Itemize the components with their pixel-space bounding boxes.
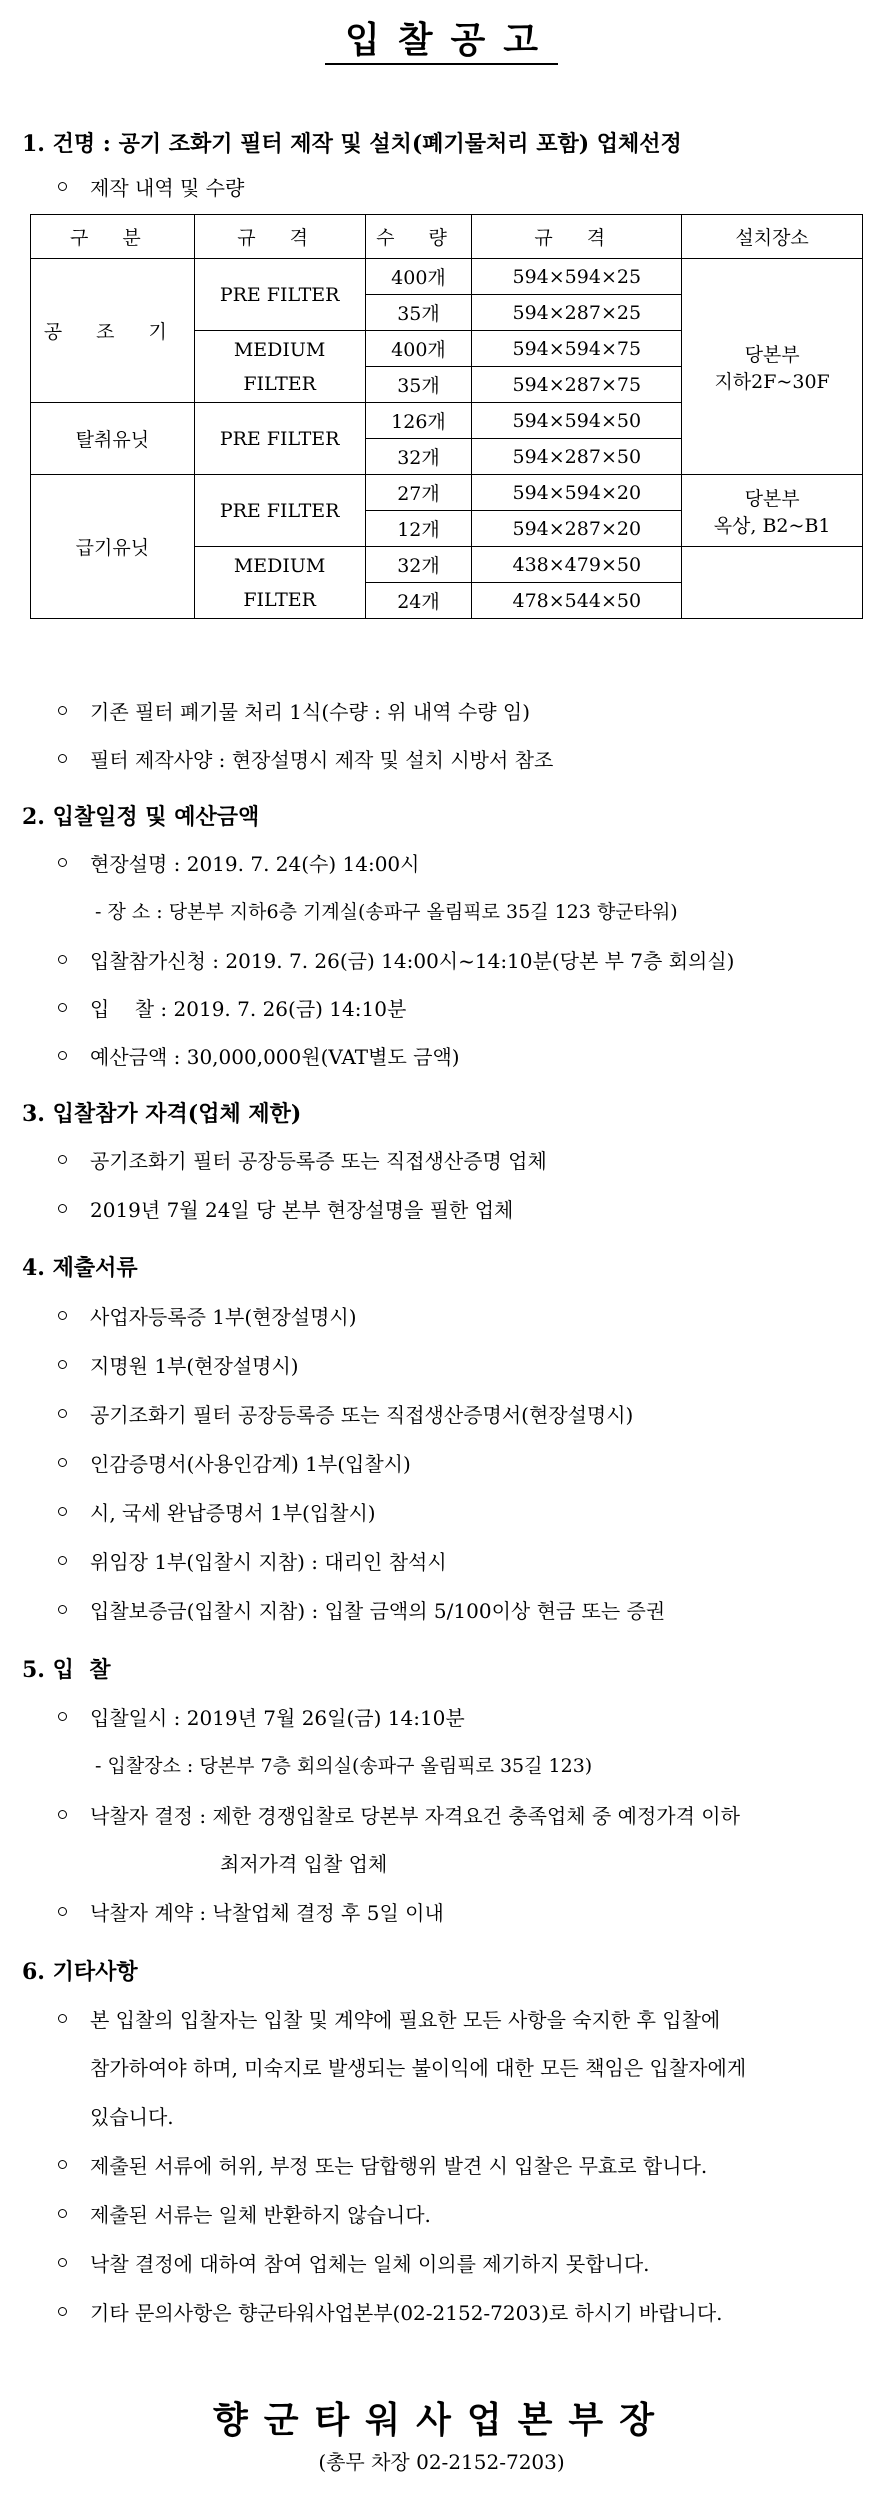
- filter-type: MEDIUM FILTER: [194, 547, 365, 619]
- bid-place: - 입찰장소 : 당본부 7층 회의실(송파구 올림픽로 35길 123): [95, 1755, 593, 1777]
- bullet-other: 기타 문의사항은 향군타워사업본부(02-2152-7203)로 하시기 바랍니다.: [58, 2297, 723, 2326]
- location-line: 당본부: [744, 343, 800, 366]
- bullet-other: 제출된 서류에 허위, 부정 또는 담합행위 발견 시 입찰은 무효로 합니다.: [58, 2150, 707, 2179]
- filter-type: MEDIUM FILTER: [194, 331, 365, 403]
- bullet-bid-date: 입찰일시 : 2019년 7월 26일(금) 14:10분: [58, 1702, 465, 1731]
- bullet-items-label: 제작 내역 및 수량: [58, 172, 244, 201]
- quantity-cell: 27개: [365, 475, 472, 511]
- location-line: 지하2F~30F: [714, 370, 830, 393]
- header-size: 규 격: [472, 215, 682, 259]
- bullet-site-visit: 현장설명 : 2019. 7. 24(수) 14:00시: [58, 848, 419, 877]
- contact-info: (총무 차장 02-2152-7203): [318, 2450, 565, 2474]
- header-category: 구 분: [31, 215, 195, 259]
- filter-type: PRE FILTER: [194, 259, 365, 331]
- group-name: 탈취유닛: [31, 403, 195, 475]
- header-quantity: 수 량: [365, 215, 472, 259]
- group-name: 급기유닛: [31, 475, 195, 619]
- bullet-other: 낙찰 결정에 대하여 참여 업체는 일체 이의를 제기하지 못합니다.: [58, 2248, 650, 2277]
- filter-type: PRE FILTER: [194, 475, 365, 547]
- site-visit-place: - 장 소 : 당본부 지하6층 기계실(송파구 올림픽로 35길 123 향군타워): [95, 901, 678, 923]
- bullet-document: 위임장 1부(입찰시 지참) : 대리인 참석시: [58, 1546, 447, 1575]
- quantity-cell: 35개: [365, 295, 472, 331]
- section-5-heading: 5. 입 찰: [22, 1657, 111, 1683]
- size-cell: 594×594×75: [472, 331, 682, 367]
- location-line: 옥상, B2~B1: [713, 514, 831, 537]
- header-filter-type: 규 격: [194, 215, 365, 259]
- bullet-qualification: 2019년 7월 24일 당 본부 현장설명을 필한 업체: [58, 1194, 513, 1223]
- bullet-bid: 입 찰 : 2019. 7. 26(금) 14:10분: [58, 993, 406, 1022]
- section-4-heading: 4. 제출서류: [22, 1255, 138, 1281]
- bullet-other: 제출된 서류는 일체 반환하지 않습니다.: [58, 2199, 431, 2228]
- header-location: 설치장소: [682, 215, 863, 259]
- quantity-cell: 400개: [365, 331, 472, 367]
- bullet-document: 입찰보증금(입찰시 지참) : 입찰 금액의 5/100이상 현금 또는 증권: [58, 1595, 665, 1624]
- bullet-document: 사업자등록증 1부(현장설명시): [58, 1301, 357, 1330]
- location-cell: [682, 259, 863, 475]
- bullet-document: 공기조화기 필터 공장등록증 또는 직접생산증명서(현장설명시): [58, 1399, 633, 1428]
- table-header-row: [31, 215, 863, 259]
- document-title: 입찰공고: [0, 12, 883, 63]
- size-cell: 594×594×50: [472, 403, 682, 439]
- size-cell: 594×287×75: [472, 367, 682, 403]
- quantity-cell: 126개: [365, 403, 472, 439]
- quantity-cell: 32개: [365, 547, 472, 583]
- quantity-cell: 32개: [365, 439, 472, 475]
- organization-name: 향군타워사업본부장: [213, 2399, 670, 2441]
- winner-continuation: 최저가격 입찰 업체: [220, 1852, 388, 1876]
- size-cell: 594×287×20: [472, 511, 682, 547]
- bullet-note: 기존 필터 폐기물 처리 1식(수량 : 위 내역 수량 임): [58, 696, 530, 725]
- location-cell: [682, 475, 863, 547]
- location-empty-cell: [682, 547, 863, 619]
- bullet-other: 본 입찰의 입찰자는 입찰 및 계약에 필요한 모든 사항을 숙지한 후 입찰에: [58, 2004, 720, 2033]
- table-row: [31, 259, 863, 295]
- section-2-heading: 2. 입찰일정 및 예산금액: [22, 804, 260, 830]
- bullet-budget: 예산금액 : 30,000,000원(VAT별도 금액): [58, 1041, 460, 1070]
- size-cell: 594×594×20: [472, 475, 682, 511]
- bullet-registration: 입찰참가신청 : 2019. 7. 26(금) 14:00시~14:10분(당본 부 7층 회의실): [58, 945, 734, 974]
- bullet-qualification: 공기조화기 필터 공장등록증 또는 직접생산증명 업체: [58, 1145, 547, 1174]
- filter-type: PRE FILTER: [194, 403, 365, 475]
- section-3-heading: 3. 입찰참가 자격(업체 제한): [22, 1101, 302, 1127]
- size-cell: 594×287×25: [472, 295, 682, 331]
- bullet-contract: 낙찰자 계약 : 낙찰업체 결정 후 5일 이내: [58, 1897, 444, 1926]
- size-cell: 594×594×25: [472, 259, 682, 295]
- bullet-document: 지명원 1부(현장설명시): [58, 1350, 299, 1379]
- size-cell: 478×544×50: [472, 583, 682, 619]
- quantity-cell: 24개: [365, 583, 472, 619]
- section-1-heading: 1. 건명 : 공기 조화기 필터 제작 및 설치(폐기물처리 포함) 업체선정: [22, 131, 682, 157]
- filter-spec-table: [30, 214, 863, 619]
- other-continuation: 있습니다.: [90, 2105, 174, 2129]
- size-cell: 594×287×50: [472, 439, 682, 475]
- quantity-cell: 400개: [365, 259, 472, 295]
- group-name: 공 조 기: [31, 259, 195, 403]
- bullet-document: 시, 국세 완납증명서 1부(입찰시): [58, 1497, 376, 1526]
- location-line: 당본부: [744, 487, 800, 510]
- table-row: [31, 475, 863, 511]
- size-cell: 438×479×50: [472, 547, 682, 583]
- other-continuation: 참가하여야 하며, 미숙지로 발생되는 불이익에 대한 모든 책임은 입찰자에게: [90, 2056, 747, 2080]
- bullet-winner: 낙찰자 결정 : 제한 경쟁입찰로 당본부 자격요건 충족업체 중 예정가격 이하: [58, 1800, 740, 1829]
- quantity-cell: 35개: [365, 367, 472, 403]
- quantity-cell: 12개: [365, 511, 472, 547]
- bullet-document: 인감증명서(사용인감계) 1부(입찰시): [58, 1448, 411, 1477]
- section-6-heading: 6. 기타사항: [22, 1959, 138, 1985]
- bullet-note: 필터 제작사양 : 현장설명시 제작 및 설치 시방서 참조: [58, 744, 553, 773]
